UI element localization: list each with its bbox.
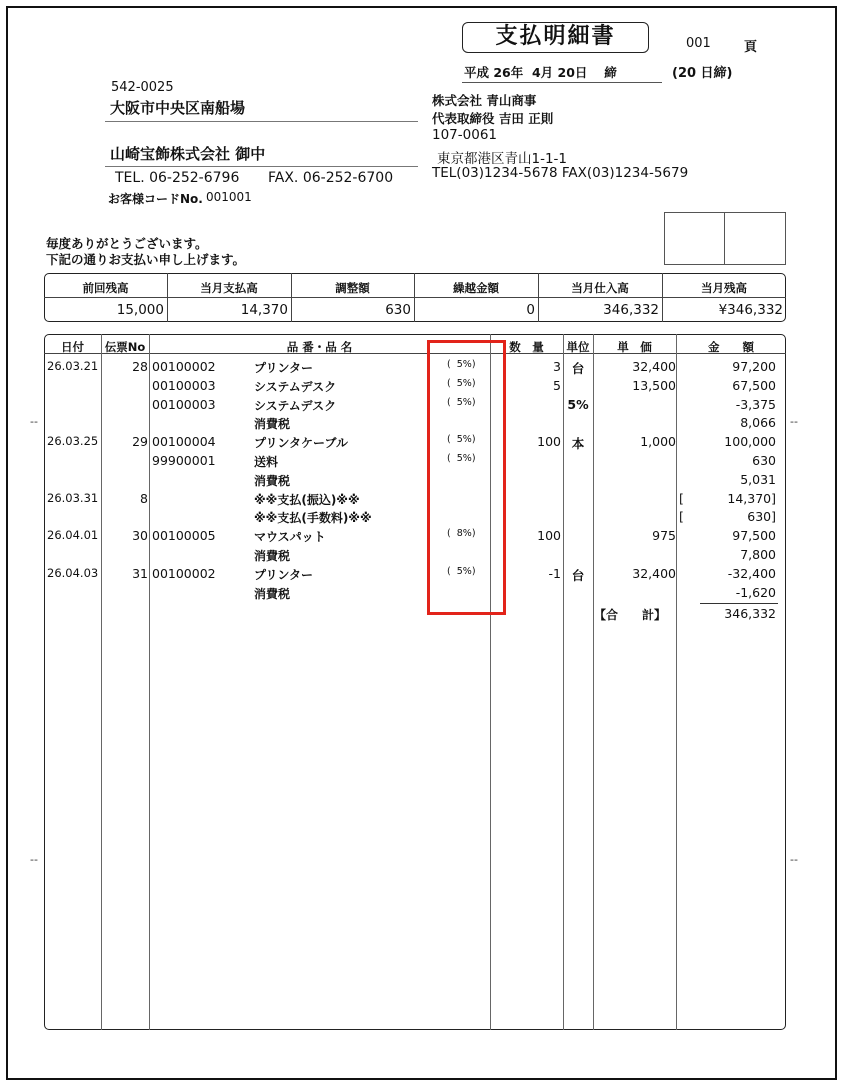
row-quantity: 3: [553, 359, 561, 374]
summary-header-carryover: 繰越金額: [453, 281, 499, 295]
left-margin-mark: --: [30, 415, 38, 428]
row-unit: 台: [571, 567, 585, 583]
detail-col-line: [149, 334, 150, 1030]
summary-header-balance: 当月残高: [701, 281, 747, 295]
detail-col-line: [593, 334, 594, 1030]
row-slip-number: 30: [132, 528, 148, 544]
page-number: 001: [686, 36, 711, 51]
document-title: 支払明細書: [462, 22, 649, 53]
row-amount: 100,000: [724, 434, 776, 450]
row-amount: -1,620: [735, 584, 776, 600]
row-item-code: 00100002: [152, 359, 216, 374]
recipient-tel: TEL. 06-252-6796: [115, 170, 240, 186]
row-item-name: 送料: [254, 455, 279, 469]
right-margin-mark: --: [790, 853, 798, 866]
row-tax-rate: ( 5%): [447, 396, 476, 408]
customer-code: 001001: [206, 190, 252, 204]
row-quantity: 100: [537, 434, 561, 450]
row-amount-bracket: [: [679, 490, 684, 506]
recipient-name: 山崎宝飾株式会社 御中: [110, 145, 266, 163]
left-margin-mark: --: [30, 853, 38, 866]
row-quantity: 5: [553, 377, 561, 393]
right-margin-mark: --: [790, 415, 798, 428]
row-amount: 97,200: [732, 359, 776, 374]
row-item-name: 消費税: [254, 417, 291, 432]
seal-box: [664, 212, 786, 265]
row-slip-number: 31: [132, 565, 148, 581]
issuer-address: 東京都港区青山1-1-1: [437, 151, 568, 167]
row-date: 26.03.31: [47, 490, 99, 505]
detail-header-unit: 単位: [566, 340, 590, 354]
row-item-code: 00100002: [152, 565, 216, 581]
row-item-code: 00100005: [152, 528, 216, 544]
row-item-name: マウスパット: [254, 530, 326, 545]
summary-header-purchases: 当月仕入高: [571, 281, 629, 295]
detail-header-amount: 金 額: [708, 340, 754, 354]
tax-rate-highlight-box: [427, 340, 506, 615]
row-item-name: 消費税: [254, 586, 291, 601]
row-unit-price: 1,000: [640, 434, 676, 450]
detail-col-line: [676, 334, 677, 1030]
row-item-name: プリンター: [254, 361, 314, 375]
row-quantity: -1: [548, 565, 561, 581]
row-unit-price: 32,400: [632, 359, 676, 374]
row-item-name: 消費税: [254, 549, 291, 563]
seal-box-divider: [724, 212, 725, 265]
summary-header-adjustment: 調整額: [335, 281, 370, 295]
row-amount: 97,500: [732, 528, 776, 544]
detail-header-item: 品 番・品 名: [286, 340, 353, 354]
summary-value-carryover: 0: [526, 302, 535, 318]
page-unit: 頁: [744, 40, 758, 55]
issuer-zip: 107-0061: [432, 127, 497, 143]
issuer-tel-fax: TEL(03)1234-5678 FAX(03)1234-5679: [432, 165, 689, 181]
issuer-company: 株式会社 青山商事: [432, 93, 537, 108]
row-item-code: 00100003: [152, 377, 216, 393]
row-tax-rate: ( 5%): [447, 377, 476, 389]
row-item-name: プリンター: [254, 567, 314, 582]
name-underline: [105, 166, 418, 167]
row-amount: 14,370]: [727, 490, 776, 506]
row-item-name: ※※支払(振込)※※: [254, 492, 360, 507]
row-unit: 5%: [567, 396, 589, 412]
row-tax-rate: ( 5%): [447, 359, 476, 370]
row-item-name: 消費税: [254, 473, 291, 488]
detail-header-price: 単 価: [617, 340, 652, 354]
summary-value-balance: ¥346,332: [718, 302, 783, 318]
row-unit: 台: [571, 361, 585, 376]
recipient-address: 大阪市中央区南船場: [110, 99, 246, 117]
row-slip-number: 28: [132, 359, 148, 374]
row-date: 26.04.03: [47, 565, 99, 580]
summary-header-prev-balance: 前回残高: [82, 281, 129, 295]
row-amount: 7,800: [740, 547, 776, 562]
summary-divider: [44, 297, 786, 298]
row-amount: 630: [752, 453, 776, 468]
summary-value-adjustment: 630: [385, 302, 411, 318]
detail-header-slip: 伝票No: [104, 340, 146, 354]
detail-header-date: 日付: [61, 340, 84, 354]
row-amount: 5,031: [740, 471, 776, 487]
issuer-representative: 代表取締役 吉田 正則: [432, 111, 554, 126]
row-amount-bracket: [: [679, 509, 684, 525]
address-underline: [105, 121, 418, 122]
row-date: 26.03.25: [47, 434, 99, 449]
cutoff-day: (20 日締): [672, 66, 733, 81]
total-amount: 346,332: [724, 606, 776, 621]
recipient-fax: FAX. 06-252-6700: [268, 170, 394, 186]
summary-value-prev-balance: 15,000: [116, 302, 164, 318]
summary-value-purchases: 346,332: [603, 302, 659, 318]
row-date: 26.03.21: [47, 359, 99, 373]
amount-subtotal-line: [700, 603, 778, 604]
row-tax-rate: ( 8%): [447, 528, 476, 540]
row-amount: 630]: [747, 509, 776, 525]
row-item-name: ※※支払(手数料)※※: [254, 511, 372, 526]
row-unit-price: 32,400: [632, 565, 676, 581]
row-tax-rate: ( 5%): [447, 434, 476, 446]
summary-value-payment: 14,370: [240, 302, 288, 318]
row-quantity: 100: [537, 528, 561, 544]
row-tax-rate: ( 5%): [447, 565, 476, 577]
row-slip-number: 29: [132, 434, 148, 450]
customer-code-label: お客様コードNo.: [108, 192, 203, 206]
row-unit: 本: [571, 436, 585, 452]
row-item-name: システムデスク: [254, 398, 337, 413]
greeting-line-1: 毎度ありがとうございます。: [46, 236, 208, 251]
row-unit-price: 975: [652, 528, 676, 544]
closing-date: 平成 26年 4月 20日 締: [464, 65, 617, 80]
date-underline: [462, 82, 662, 83]
summary-header-payment: 当月支払高: [200, 281, 258, 295]
total-label: 【合 計】: [594, 608, 667, 622]
row-unit-price: 13,500: [632, 377, 676, 393]
row-item-name: システムデスク: [254, 379, 337, 394]
row-item-code: 00100004: [152, 434, 216, 450]
recipient-zip: 542-0025: [111, 80, 174, 95]
row-amount: 67,500: [732, 377, 776, 393]
detail-header-qty: 数 量: [509, 340, 544, 354]
row-tax-rate: ( 5%): [447, 453, 476, 464]
row-item-code: 99900001: [152, 453, 216, 468]
row-amount: -3,375: [735, 396, 776, 412]
row-item-name: プリンタケーブル: [254, 436, 348, 451]
row-slip-number: 8: [140, 490, 148, 506]
row-item-code: 00100003: [152, 396, 216, 412]
row-amount: -32,400: [727, 565, 776, 581]
row-date: 26.04.01: [47, 528, 99, 543]
greeting-line-2: 下記の通りお支払い申し上げます。: [46, 252, 246, 267]
row-amount: 8,066: [740, 415, 776, 431]
